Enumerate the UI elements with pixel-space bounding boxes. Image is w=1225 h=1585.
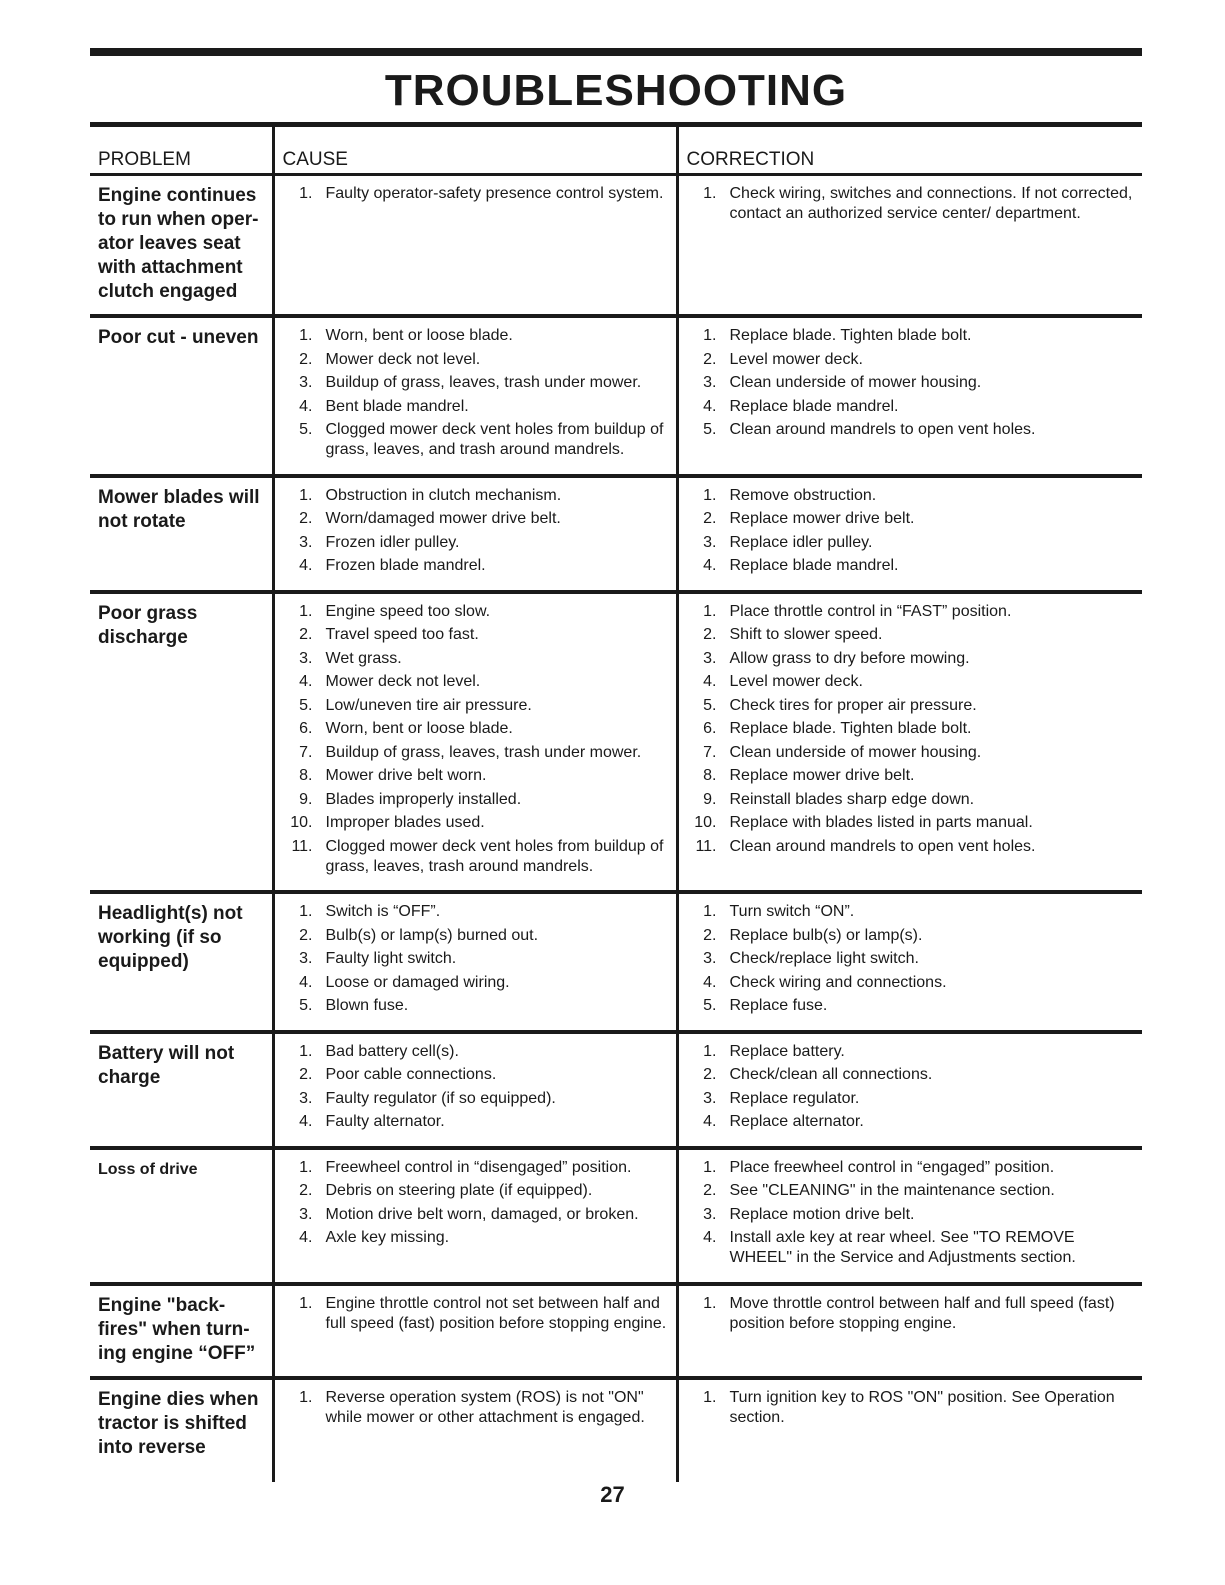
correction-text: Replace blade. Tighten blade bolt. (729, 720, 972, 737)
cause-text: Bulb(s) or lamp(s) burned out. (325, 926, 539, 944)
list-item (687, 696, 1139, 716)
correction-text: Install axle key at rear wheel. See "TO REMOVE WHEEL" in the Service and Adjustments section. (729, 1229, 1076, 1266)
list-item (687, 1158, 1139, 1178)
list-item (687, 766, 1139, 786)
header-cause: CAUSE (273, 127, 677, 175)
item-number: 8. (299, 767, 313, 784)
item-number: 2. (703, 626, 717, 643)
cause-text: Blown fuse. (325, 997, 409, 1014)
cause-text: Frozen idler pulley. (325, 533, 460, 551)
correction-cell (677, 592, 1142, 893)
correction-text: Turn ignition key to ROS "ON" position. See Operation section. (729, 1388, 1115, 1426)
list-item (687, 1089, 1139, 1109)
list-item (687, 1388, 1139, 1428)
item-number: 2. (299, 1182, 313, 1199)
cause-text: Buildup of grass, leaves, trash under mower. (325, 374, 642, 391)
list-item (687, 1112, 1139, 1132)
cause-cell (273, 316, 677, 476)
correction-list (687, 1388, 1139, 1428)
item-number: 1. (703, 327, 717, 344)
cause-text: Clogged mower deck vent holes from buildup of grass, leaves, and trash around mandrels. (325, 421, 664, 458)
item-number: 1. (299, 327, 313, 344)
correction-text: Replace regulator. (729, 1089, 860, 1107)
item-number: 4. (703, 673, 717, 690)
list-item (283, 373, 672, 393)
list-item (687, 813, 1139, 833)
table-row (90, 175, 1142, 317)
list-item (283, 649, 672, 669)
troubleshooting-table (90, 127, 1142, 1482)
cause-text: Freewheel control in “disengaged” position. (325, 1158, 632, 1176)
item-number: 3. (299, 649, 313, 667)
cause-text: Mower deck not level. (325, 350, 481, 368)
list-item (687, 326, 1139, 346)
item-number: 1. (703, 486, 717, 504)
item-number: 7. (299, 743, 313, 761)
list-item (283, 1065, 672, 1085)
cause-list (283, 184, 672, 204)
header-correction: CORRECTION (677, 127, 1142, 175)
cause-text: Improper blades used. (325, 814, 485, 831)
correction-text: Replace battery. (729, 1042, 845, 1060)
problem-cell: Loss of drive (90, 1148, 273, 1284)
cause-text: Faulty alternator. (325, 1113, 445, 1130)
cause-cell (273, 1032, 677, 1148)
cause-text: Poor cable connections. (325, 1066, 497, 1083)
item-number: 1. (299, 903, 313, 920)
list-item (283, 1294, 672, 1334)
list-item (283, 766, 672, 786)
cause-text: Axle key missing. (325, 1229, 450, 1246)
problem-cell: Engine "back- fires" when turn- ing engine “OFF” (90, 1284, 273, 1378)
item-number: 9. (703, 790, 717, 808)
cause-text: Mower drive belt worn. (325, 767, 487, 784)
cause-cell (273, 476, 677, 592)
item-number: 1. (703, 1042, 717, 1060)
correction-list (687, 184, 1139, 224)
correction-text: Level mower deck. (729, 673, 863, 690)
list-item (687, 790, 1139, 810)
correction-text: Shift to slower speed. (729, 626, 883, 643)
item-number: 1. (703, 1294, 717, 1312)
list-item (283, 837, 672, 877)
correction-text: Clean around mandrels to open vent holes. (729, 837, 1036, 855)
table-row (90, 892, 1142, 1032)
item-number: 1. (299, 1042, 313, 1060)
problem-cell: Headlight(s) not working (if so equipped) (90, 892, 273, 1032)
list-item (687, 837, 1139, 857)
cause-text: Worn/damaged mower drive belt. (325, 510, 561, 527)
correction-text: Replace blade mandrel. (729, 557, 899, 574)
correction-text: Check/replace light switch. (729, 950, 919, 967)
item-number: 3. (703, 533, 717, 551)
item-number: 2. (299, 1066, 313, 1083)
correction-cell (677, 1378, 1142, 1482)
list-item (283, 813, 672, 833)
header-problem: PROBLEM (98, 149, 191, 170)
correction-text: Replace mower drive belt. (729, 767, 915, 784)
correction-text: Clean underside of mower housing. (729, 743, 982, 761)
correction-cell (677, 476, 1142, 592)
list-item (283, 1205, 672, 1225)
item-number: 2. (703, 926, 717, 944)
list-item (687, 1294, 1139, 1334)
correction-text: Level mower deck. (729, 350, 863, 368)
correction-list (687, 326, 1139, 440)
item-number: 4. (299, 973, 313, 991)
cause-text: Motion drive belt worn, damaged, or broken. (325, 1205, 639, 1223)
cause-list (283, 486, 672, 577)
cause-text: Worn, bent or loose blade. (325, 720, 513, 737)
list-item (687, 649, 1139, 669)
correction-text: Place throttle control in “FAST” position. (729, 602, 1012, 620)
problem-cell: Battery will not charge (90, 1032, 273, 1148)
table-header-row (90, 127, 1142, 175)
list-item (283, 672, 672, 692)
list-item (283, 696, 672, 716)
cause-list (283, 902, 672, 1016)
item-number: 11. (695, 837, 717, 855)
item-number: 1. (299, 602, 313, 620)
cause-cell (273, 175, 677, 317)
cause-text: Clogged mower deck vent holes from buildup of grass, leaves, trash around mandrels. (325, 837, 664, 875)
item-number: 3. (299, 1089, 313, 1107)
list-item (283, 420, 672, 460)
cause-cell (273, 892, 677, 1032)
list-item (687, 486, 1139, 506)
list-item (283, 625, 672, 645)
problem-cell: Mower blades will not rotate (90, 476, 273, 592)
cause-text: Faulty light switch. (325, 950, 457, 967)
list-item (283, 926, 672, 946)
list-item (283, 486, 672, 506)
item-number: 2. (703, 510, 717, 527)
correction-text: Replace alternator. (729, 1113, 864, 1130)
correction-cell (677, 175, 1142, 317)
item-number: 3. (299, 374, 313, 391)
item-number: 3. (703, 1089, 717, 1107)
list-item (283, 790, 672, 810)
cause-text: Travel speed too fast. (325, 626, 479, 643)
correction-text: Turn switch “ON”. (729, 903, 855, 920)
table-row (90, 1284, 1142, 1378)
item-number: 10. (694, 814, 717, 831)
list-item (687, 949, 1139, 969)
list-item (283, 1042, 672, 1062)
list-item (283, 533, 672, 553)
item-number: 1. (703, 1388, 717, 1406)
list-item (283, 184, 672, 204)
table-row (90, 1148, 1142, 1284)
cause-cell (273, 592, 677, 893)
list-item (283, 949, 672, 969)
table-row (90, 592, 1142, 893)
list-item (687, 184, 1139, 224)
list-item (283, 350, 672, 370)
item-number: 4. (703, 1229, 717, 1246)
list-item (687, 533, 1139, 553)
list-item (687, 602, 1139, 622)
correction-cell (677, 1032, 1142, 1148)
correction-text: Replace with blades listed in parts manual. (729, 814, 1033, 831)
item-number: 4. (703, 397, 717, 415)
cause-text: Bad battery cell(s). (325, 1042, 459, 1060)
item-number: 1. (703, 602, 717, 620)
list-item (283, 1228, 672, 1248)
list-item (687, 1065, 1139, 1085)
item-number: 3. (299, 533, 313, 551)
cause-text: Blades improperly installed. (325, 790, 522, 808)
cause-text: Frozen blade mandrel. (325, 557, 486, 574)
item-number: 4. (703, 557, 717, 574)
list-item (283, 326, 672, 346)
item-number: 1. (299, 1158, 313, 1176)
cause-text: Switch is “OFF”. (325, 903, 441, 920)
item-number: 5. (299, 696, 313, 714)
item-number: 3. (703, 950, 717, 967)
item-number: 2. (299, 926, 313, 944)
list-item (687, 1042, 1139, 1062)
item-number: 4. (299, 673, 313, 690)
list-item (283, 556, 672, 576)
correction-text: See "CLEANING" in the maintenance section. (729, 1182, 1055, 1199)
list-item (687, 350, 1139, 370)
list-item (283, 902, 672, 922)
correction-text: Place freewheel control in “engaged” position. (729, 1158, 1055, 1176)
list-item (687, 420, 1139, 440)
item-number: 1. (299, 486, 313, 504)
list-item (283, 996, 672, 1016)
list-item (283, 509, 672, 529)
list-item (283, 1388, 672, 1428)
item-number: 4. (299, 1229, 313, 1246)
cause-text: Obstruction in clutch mechanism. (325, 486, 562, 504)
item-number: 1. (703, 185, 717, 202)
correction-text: Replace bulb(s) or lamp(s). (729, 926, 923, 944)
correction-text: Replace blade. Tighten blade bolt. (729, 327, 972, 344)
correction-text: Replace fuse. (729, 997, 828, 1014)
item-number: 2. (703, 1066, 717, 1083)
item-number: 5. (703, 696, 717, 714)
correction-cell (677, 892, 1142, 1032)
problem-cell: Poor grass discharge (90, 592, 273, 893)
item-number: 5. (703, 421, 717, 438)
item-number: 1. (299, 1388, 313, 1406)
item-number: 1. (703, 903, 717, 920)
correction-cell (677, 1148, 1142, 1284)
list-item (283, 719, 672, 739)
correction-cell (677, 316, 1142, 476)
cause-list (283, 602, 672, 877)
item-number: 8. (703, 767, 717, 784)
item-number: 1. (703, 1158, 717, 1176)
correction-text: Replace mower drive belt. (729, 510, 915, 527)
item-number: 3. (703, 649, 717, 667)
list-item (687, 1181, 1139, 1201)
cause-text: Bent blade mandrel. (325, 397, 469, 415)
item-number: 4. (299, 557, 313, 574)
cause-text: Loose or damaged wiring. (325, 973, 510, 991)
item-number: 3. (703, 374, 717, 391)
correction-text: Clean around mandrels to open vent holes. (729, 421, 1036, 438)
item-number: 6. (703, 720, 717, 737)
list-item (283, 743, 672, 763)
correction-cell (677, 1284, 1142, 1378)
cause-cell (273, 1148, 677, 1284)
item-number: 1. (299, 185, 313, 202)
table-row (90, 1378, 1142, 1482)
list-item (687, 1205, 1139, 1225)
problem-cell: Engine dies when tractor is shifted into reverse (90, 1378, 273, 1482)
list-item (283, 1112, 672, 1132)
problem-cell: Engine continues to run when oper- ator leaves seat with attachment clutch engaged (90, 175, 273, 317)
correction-text: Allow grass to dry before mowing. (729, 649, 970, 667)
list-item (687, 1228, 1139, 1268)
item-number: 5. (299, 997, 313, 1014)
page-title: TROUBLESHOOTING (384, 66, 848, 115)
cause-list (283, 1042, 672, 1133)
correction-text: Replace blade mandrel. (729, 397, 899, 415)
list-item (687, 556, 1139, 576)
list-item (283, 1181, 672, 1201)
cause-text: Reverse operation system (ROS) is not "ON" while mower or other attachment is engaged. (325, 1388, 645, 1426)
list-item (687, 719, 1139, 739)
cause-text: Engine speed too slow. (325, 602, 491, 620)
cause-text: Low/uneven tire air pressure. (325, 696, 532, 714)
item-number: 4. (703, 1113, 717, 1130)
correction-text: Check/clean all connections. (729, 1066, 933, 1083)
item-number: 2. (299, 626, 313, 643)
correction-text: Reinstall blades sharp edge down. (729, 790, 975, 808)
item-number: 4. (703, 973, 717, 991)
table-row (90, 476, 1142, 592)
list-item (283, 1089, 672, 1109)
list-item (687, 743, 1139, 763)
cause-cell (273, 1378, 677, 1482)
cause-text: Buildup of grass, leaves, trash under mower. (325, 743, 642, 761)
cause-text: Debris on steering plate (if equipped). (325, 1182, 593, 1199)
cause-list (283, 1388, 672, 1428)
cause-text: Worn, bent or loose blade. (325, 327, 513, 344)
correction-text: Clean underside of mower housing. (729, 374, 982, 391)
item-number: 2. (703, 1182, 717, 1199)
table-row (90, 316, 1142, 476)
troubleshooting-page (90, 48, 1142, 1482)
list-item (687, 996, 1139, 1016)
item-number: 5. (703, 997, 717, 1014)
table-row (90, 1032, 1142, 1148)
item-number: 10. (290, 814, 313, 831)
list-item (687, 397, 1139, 417)
cause-list (283, 1158, 672, 1249)
item-number: 3. (703, 1205, 717, 1223)
cause-text: Engine throttle control not set between half and full speed (fast) position before stopping engine. (325, 1294, 667, 1332)
item-number: 9. (299, 790, 313, 808)
correction-text: Remove obstruction. (729, 486, 877, 504)
page-number: 27 (600, 1482, 625, 1507)
list-item (687, 625, 1139, 645)
item-number: 4. (299, 1113, 313, 1130)
list-item (687, 973, 1139, 993)
item-number: 2. (299, 350, 313, 368)
cause-text: Faulty regulator (if so equipped). (325, 1089, 556, 1107)
list-item (687, 373, 1139, 393)
item-number: 5. (299, 421, 313, 438)
correction-text: Check wiring and connections. (729, 973, 947, 991)
correction-list (687, 1158, 1139, 1269)
top-rule (90, 48, 1142, 56)
item-number: 3. (299, 950, 313, 967)
cause-list (283, 1294, 672, 1334)
list-item (283, 973, 672, 993)
item-number: 7. (703, 743, 717, 761)
item-number: 3. (299, 1205, 313, 1223)
correction-list (687, 902, 1139, 1016)
item-number: 1. (299, 1294, 313, 1312)
correction-text: Check tires for proper air pressure. (729, 696, 977, 714)
problem-cell: Poor cut - uneven (90, 316, 273, 476)
list-item (283, 397, 672, 417)
cause-text: Mower deck not level. (325, 673, 481, 690)
correction-text: Check wiring, switches and connections. If not corrected, contact an authorized service center/ department. (729, 185, 1133, 222)
item-number: 2. (299, 510, 313, 527)
correction-list (687, 486, 1139, 577)
correction-text: Replace motion drive belt. (729, 1205, 915, 1223)
cause-text: Faulty operator-safety presence control system. (325, 185, 664, 202)
correction-list (687, 1042, 1139, 1133)
item-number: 6. (299, 720, 313, 737)
correction-text: Move throttle control between half and full speed (fast) position before stopping engine. (729, 1294, 1115, 1332)
cause-list (283, 326, 672, 460)
list-item (283, 602, 672, 622)
item-number: 4. (299, 397, 313, 415)
cause-cell (273, 1284, 677, 1378)
cause-text: Wet grass. (325, 649, 402, 667)
list-item (283, 1158, 672, 1178)
list-item (687, 926, 1139, 946)
list-item (687, 672, 1139, 692)
correction-text: Replace idler pulley. (729, 533, 873, 551)
item-number: 11. (291, 837, 313, 855)
correction-list (687, 1294, 1139, 1334)
list-item (687, 509, 1139, 529)
list-item (687, 902, 1139, 922)
correction-list (687, 602, 1139, 857)
item-number: 2. (703, 350, 717, 368)
